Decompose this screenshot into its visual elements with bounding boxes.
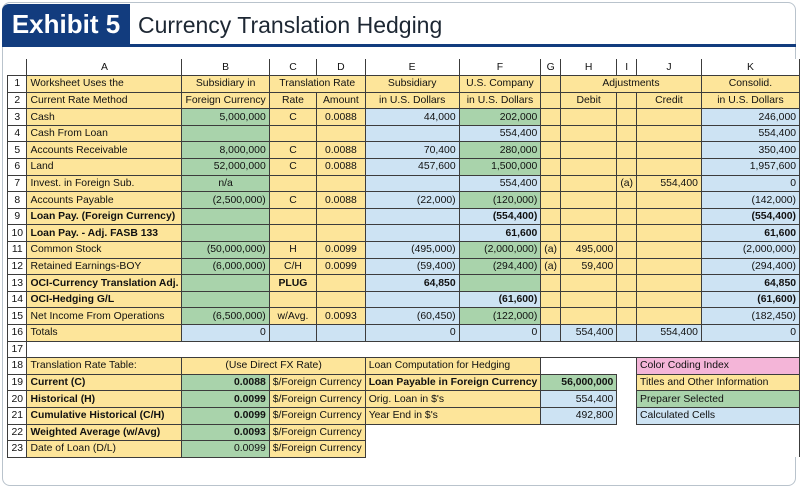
- sheet-cell: $/Foreign Currency: [269, 374, 365, 391]
- sheet-cell: [617, 159, 637, 176]
- column-letter-row: [8, 59, 800, 76]
- row-number: 20: [8, 391, 27, 408]
- sheet-cell: (2,500,000): [182, 192, 269, 209]
- sheet-cell: [637, 258, 702, 275]
- sheet-cell: (2,000,000): [459, 242, 541, 259]
- column-letter: J: [637, 59, 702, 76]
- sheet-cell: 350,400: [701, 142, 799, 159]
- row-number: 11: [8, 242, 27, 259]
- sheet-cell: 0: [182, 325, 269, 342]
- sheet-cell: $/Foreign Currency: [269, 407, 365, 424]
- sheet-cell: Preparer Selected: [637, 391, 800, 408]
- sheet-cell: Orig. Loan in $'s: [365, 391, 541, 408]
- sheet-cell: 0.0088: [317, 109, 366, 126]
- sheet-cell: [182, 125, 269, 142]
- sheet-cell: [617, 142, 637, 159]
- sheet-cell: [617, 109, 637, 126]
- sheet-cell: Cash: [27, 109, 182, 126]
- sheet-cell: [27, 341, 800, 358]
- column-letter: D: [317, 59, 366, 76]
- sheet-cell: Color Coding Index: [637, 358, 800, 375]
- row-number: 4: [8, 125, 27, 142]
- sheet-row: [8, 341, 800, 358]
- sheet-cell: [617, 92, 637, 109]
- sheet-cell: Adjustments: [561, 76, 702, 93]
- sheet-cell: Invest. in Foreign Sub.: [27, 175, 182, 192]
- sheet-cell: 1,500,000: [459, 159, 541, 176]
- column-letter: B: [182, 59, 269, 76]
- sheet-cell: [541, 159, 561, 176]
- row-number: 17: [8, 341, 27, 358]
- sheet-cell: 0.0088: [317, 159, 366, 176]
- sheet-cell: Cash From Loan: [27, 125, 182, 142]
- row-number: 19: [8, 374, 27, 391]
- sheet-cell: [182, 291, 269, 308]
- sheet-cell: [365, 291, 459, 308]
- sheet-cell: Foreign Currency: [182, 92, 269, 109]
- sheet-cell: [365, 225, 459, 242]
- sheet-cell: OCI-Hedging G/L: [27, 291, 182, 308]
- sheet-cell: Consolid.: [701, 76, 799, 93]
- sheet-row: [8, 308, 800, 325]
- sheet-cell: [541, 308, 561, 325]
- sheet-row: [8, 391, 800, 408]
- sheet-cell: 554,400: [637, 325, 702, 342]
- sheet-cell: 202,000: [459, 109, 541, 126]
- sheet-cell: 52,000,000: [182, 159, 269, 176]
- sheet-cell: [269, 208, 316, 225]
- sheet-cell: 0: [365, 325, 459, 342]
- sheet-row: [8, 175, 800, 192]
- sheet-cell: [541, 142, 561, 159]
- sheet-cell: (22,000): [365, 192, 459, 209]
- sheet-cell: n/a: [182, 175, 269, 192]
- sheet-row: [8, 92, 800, 109]
- sheet-row: [8, 441, 800, 458]
- sheet-cell: 0.0093: [182, 424, 269, 441]
- sheet-cell: Titles and Other Information: [637, 374, 800, 391]
- sheet-cell: [561, 125, 617, 142]
- sheet-cell: (61,600): [701, 291, 799, 308]
- sheet-cell: Weighted Average (w/Avg): [27, 424, 182, 441]
- sheet-row: [8, 192, 800, 209]
- sheet-cell: (6,500,000): [182, 308, 269, 325]
- column-letter: H: [561, 59, 617, 76]
- exhibit-title: Currency Translation Hedging: [138, 12, 443, 38]
- sheet-row: [8, 424, 800, 441]
- sheet-row: [8, 258, 800, 275]
- row-number: 5: [8, 142, 27, 159]
- column-letter: I: [617, 59, 637, 76]
- row-number: 18: [8, 358, 27, 375]
- column-letter: K: [701, 59, 799, 76]
- sheet-row: [8, 125, 800, 142]
- sheet-cell: Amount: [317, 92, 366, 109]
- sheet-cell: [637, 242, 702, 259]
- row-number: 8: [8, 192, 27, 209]
- sheet-cell: 8,000,000: [182, 142, 269, 159]
- sheet-cell: [637, 159, 702, 176]
- exhibit-badge: Exhibit 5: [2, 4, 130, 44]
- sheet-cell: (554,400): [459, 208, 541, 225]
- sheet-row: [8, 275, 800, 292]
- sheet-cell: [617, 258, 637, 275]
- sheet-cell: [617, 125, 637, 142]
- column-letter: F: [459, 59, 541, 76]
- sheet-cell: [269, 175, 316, 192]
- sheet-cell: [561, 175, 617, 192]
- sheet-cell: 0.0099: [182, 441, 269, 458]
- sheet-cell: [637, 208, 702, 225]
- sheet-cell: w/Avg.: [269, 308, 316, 325]
- sheet-row: [8, 242, 800, 259]
- sheet-cell: [541, 291, 561, 308]
- sheet-cell: 0: [459, 325, 541, 342]
- sheet-cell: (294,400): [459, 258, 541, 275]
- sheet-row: [8, 208, 800, 225]
- sheet-cell: in U.S. Dollars: [701, 92, 799, 109]
- sheet-cell: [269, 225, 316, 242]
- sheet-cell: [182, 225, 269, 242]
- sheet-cell: 554,400: [637, 175, 702, 192]
- sheet-cell: 0.0088: [317, 142, 366, 159]
- sheet-cell: Loan Pay. - Adj. FASB 133: [27, 225, 182, 242]
- sheet-cell: [182, 208, 269, 225]
- sheet-cell: [617, 225, 637, 242]
- sheet-cell: Worksheet Uses the: [27, 76, 182, 93]
- sheet-cell: C: [269, 142, 316, 159]
- sheet-cell: 64,850: [365, 275, 459, 292]
- row-number: 15: [8, 308, 27, 325]
- sheet-cell: (50,000,000): [182, 242, 269, 259]
- sheet-cell: [365, 441, 799, 458]
- sheet-cell: [317, 208, 366, 225]
- sheet-cell: 0.0088: [182, 374, 269, 391]
- row-number: 6: [8, 159, 27, 176]
- sheet-cell: 0.0099: [182, 391, 269, 408]
- sheet-cell: (182,450): [701, 308, 799, 325]
- row-number: 7: [8, 175, 27, 192]
- sheet-cell: 246,000: [701, 109, 799, 126]
- sheet-cell: [317, 175, 366, 192]
- sheet-cell: 64,850: [701, 275, 799, 292]
- sheet-cell: Translation Rate: [269, 76, 365, 93]
- sheet-cell: in U.S. Dollars: [459, 92, 541, 109]
- sheet-cell: [365, 424, 799, 441]
- sheet-row: [8, 159, 800, 176]
- sheet-cell: [561, 208, 617, 225]
- sheet-cell: [561, 159, 617, 176]
- sheet-cell: (122,000): [459, 308, 541, 325]
- sheet-cell: (120,000): [459, 192, 541, 209]
- sheet-cell: [617, 192, 637, 209]
- sheet-cell: Subsidiary in: [182, 76, 269, 93]
- row-number: 23: [8, 441, 27, 458]
- column-letter: E: [365, 59, 459, 76]
- sheet-cell: [541, 275, 561, 292]
- corner-cell: [8, 59, 27, 76]
- sheet-cell: [617, 391, 637, 408]
- sheet-cell: [541, 225, 561, 242]
- sheet-cell: Rate: [269, 92, 316, 109]
- sheet-cell: [365, 208, 459, 225]
- sheet-cell: 0.0093: [317, 308, 366, 325]
- spreadsheet: [7, 59, 800, 458]
- sheet-cell: (554,400): [701, 208, 799, 225]
- sheet-cell: Calculated Cells: [637, 407, 800, 424]
- sheet-cell: [561, 109, 617, 126]
- sheet-cell: [541, 175, 561, 192]
- sheet-cell: 495,000: [561, 242, 617, 259]
- sheet-cell: Historical (H): [27, 391, 182, 408]
- sheet-cell: (2,000,000): [701, 242, 799, 259]
- sheet-cell: [182, 275, 269, 292]
- sheet-cell: [637, 125, 702, 142]
- sheet-cell: 554,400: [459, 125, 541, 142]
- sheet-cell: Land: [27, 159, 182, 176]
- row-number: 12: [8, 258, 27, 275]
- row-number: 2: [8, 92, 27, 109]
- row-number: 9: [8, 208, 27, 225]
- sheet-cell: Loan Payable in Foreign Currency: [365, 374, 541, 391]
- sheet-cell: [561, 308, 617, 325]
- column-letter: C: [269, 59, 316, 76]
- row-number: 21: [8, 407, 27, 424]
- sheet-cell: Retained Earnings-BOY: [27, 258, 182, 275]
- sheet-row: [8, 407, 800, 424]
- sheet-cell: [269, 125, 316, 142]
- sheet-cell: Net Income From Operations: [27, 308, 182, 325]
- sheet-cell: 0: [701, 175, 799, 192]
- sheet-cell: 5,000,000: [182, 109, 269, 126]
- sheet-cell: [561, 142, 617, 159]
- sheet-cell: (a): [617, 175, 637, 192]
- sheet-cell: 70,400: [365, 142, 459, 159]
- sheet-cell: [637, 142, 702, 159]
- sheet-cell: Translation Rate Table:: [27, 358, 182, 375]
- sheet-cell: (294,400): [701, 258, 799, 275]
- sheet-cell: [617, 242, 637, 259]
- sheet-cell: Accounts Receivable: [27, 142, 182, 159]
- sheet-cell: [269, 291, 316, 308]
- sheet-cell: [541, 208, 561, 225]
- sheet-cell: [317, 225, 366, 242]
- sheet-cell: C: [269, 192, 316, 209]
- sheet-cell: [617, 208, 637, 225]
- sheet-row: [8, 325, 800, 342]
- sheet-cell: 554,400: [541, 391, 617, 408]
- row-number: 1: [8, 76, 27, 93]
- sheet-cell: 0.0088: [317, 192, 366, 209]
- sheet-cell: [365, 175, 459, 192]
- sheet-cell: [541, 192, 561, 209]
- sheet-cell: Common Stock: [27, 242, 182, 259]
- sheet-cell: Loan Pay. (Foreign Currency): [27, 208, 182, 225]
- sheet-cell: [541, 92, 561, 109]
- sheet-cell: 280,000: [459, 142, 541, 159]
- sheet-cell: (a): [541, 258, 561, 275]
- sheet-cell: [637, 291, 702, 308]
- sheet-cell: OCI-Currency Translation Adj.: [27, 275, 182, 292]
- row-number: 14: [8, 291, 27, 308]
- sheet-row: [8, 76, 800, 93]
- sheet-row: [8, 358, 800, 375]
- sheet-cell: Totals: [27, 325, 182, 342]
- sheet-cell: (61,600): [459, 291, 541, 308]
- sheet-cell: Current Rate Method: [27, 92, 182, 109]
- sheet-cell: [561, 291, 617, 308]
- sheet-cell: $/Foreign Currency: [269, 424, 365, 441]
- sheet-cell: [617, 325, 637, 342]
- sheet-cell: [541, 125, 561, 142]
- sheet-cell: (495,000): [365, 242, 459, 259]
- sheet-cell: in U.S. Dollars: [365, 92, 459, 109]
- sheet-row: [8, 374, 800, 391]
- sheet-cell: Year End in $'s: [365, 407, 541, 424]
- sheet-cell: [317, 275, 366, 292]
- sheet-cell: 554,400: [701, 125, 799, 142]
- sheet-cell: Subsidiary: [365, 76, 459, 93]
- sheet-cell: (a): [541, 242, 561, 259]
- sheet-row: [8, 142, 800, 159]
- sheet-cell: 492,800: [541, 407, 617, 424]
- sheet-cell: Loan Computation for Hedging: [365, 358, 541, 375]
- sheet-cell: $/Foreign Currency: [269, 441, 365, 458]
- column-letter: A: [27, 59, 182, 76]
- column-letter: G: [541, 59, 561, 76]
- sheet-row: [8, 291, 800, 308]
- row-number: 13: [8, 275, 27, 292]
- row-number: 22: [8, 424, 27, 441]
- sheet-cell: [541, 76, 561, 93]
- sheet-cell: 0.0099: [317, 242, 366, 259]
- sheet-cell: [541, 109, 561, 126]
- sheet-cell: [561, 192, 617, 209]
- sheet-cell: 554,400: [561, 325, 617, 342]
- sheet-row: [8, 109, 800, 126]
- sheet-cell: C: [269, 109, 316, 126]
- sheet-cell: 61,600: [701, 225, 799, 242]
- sheet-cell: [561, 225, 617, 242]
- row-number: 3: [8, 109, 27, 126]
- sheet-cell: [637, 308, 702, 325]
- sheet-cell: [317, 325, 366, 342]
- sheet-cell: C/H: [269, 258, 316, 275]
- sheet-cell: U.S. Company: [459, 76, 541, 93]
- sheet-cell: 61,600: [459, 225, 541, 242]
- sheet-cell: [617, 291, 637, 308]
- sheet-cell: [365, 125, 459, 142]
- sheet-cell: [317, 125, 366, 142]
- sheet-cell: 0: [701, 325, 799, 342]
- sheet-cell: Accounts Payable: [27, 192, 182, 209]
- sheet-cell: 0.0099: [182, 407, 269, 424]
- sheet-cell: Current (C): [27, 374, 182, 391]
- sheet-cell: [269, 325, 316, 342]
- sheet-cell: [637, 275, 702, 292]
- sheet-cell: (Use Direct FX Rate): [182, 358, 365, 375]
- sheet-cell: C: [269, 159, 316, 176]
- sheet-cell: PLUG: [269, 275, 316, 292]
- sheet-cell: (60,450): [365, 308, 459, 325]
- sheet-cell: (59,400): [365, 258, 459, 275]
- sheet-cell: 56,000,000: [541, 374, 617, 391]
- sheet-cell: H: [269, 242, 316, 259]
- sheet-cell: 457,600: [365, 159, 459, 176]
- row-number: 10: [8, 225, 27, 242]
- sheet-cell: 44,000: [365, 109, 459, 126]
- title-rule: [2, 44, 796, 47]
- sheet-cell: 554,400: [459, 175, 541, 192]
- sheet-cell: [541, 325, 561, 342]
- sheet-cell: [637, 225, 702, 242]
- sheet-cell: [317, 291, 366, 308]
- sheet-cell: [617, 275, 637, 292]
- sheet-cell: [637, 192, 702, 209]
- sheet-cell: Date of Loan (D/L): [27, 441, 182, 458]
- sheet-cell: Credit: [637, 92, 702, 109]
- row-number: 16: [8, 325, 27, 342]
- sheet-cell: (142,000): [701, 192, 799, 209]
- sheet-cell: [637, 109, 702, 126]
- sheet-cell: 59,400: [561, 258, 617, 275]
- sheet-cell: [541, 358, 637, 375]
- sheet-cell: $/Foreign Currency: [269, 391, 365, 408]
- sheet-cell: 0.0099: [317, 258, 366, 275]
- sheet-row: [8, 225, 800, 242]
- sheet-cell: [459, 275, 541, 292]
- sheet-cell: (6,000,000): [182, 258, 269, 275]
- sheet-cell: [617, 407, 637, 424]
- sheet-cell: [617, 374, 637, 391]
- sheet-cell: 1,957,600: [701, 159, 799, 176]
- sheet-cell: [617, 308, 637, 325]
- sheet-cell: Debit: [561, 92, 617, 109]
- sheet-cell: Cumulative Historical (C/H): [27, 407, 182, 424]
- sheet-cell: [561, 275, 617, 292]
